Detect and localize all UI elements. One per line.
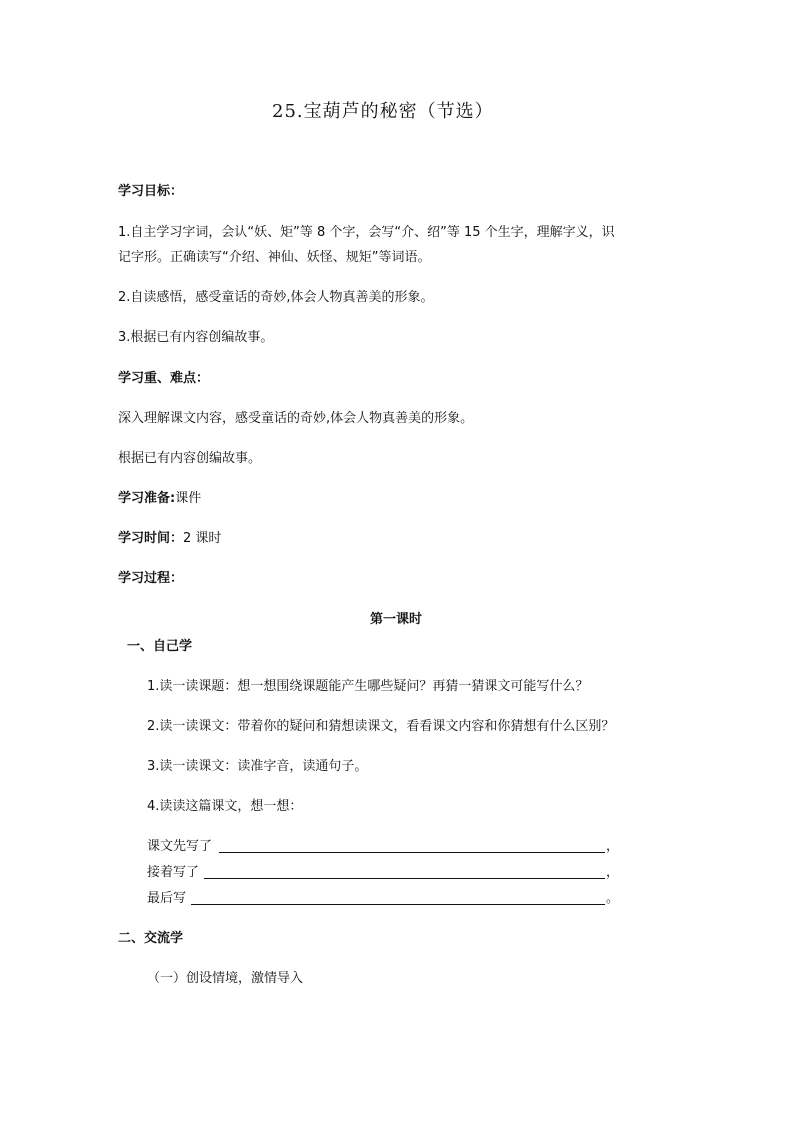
lesson-1-heading: 第一课时: [370, 612, 423, 627]
objective-2: 2.自读感悟，感受童话的奇妙,体会人物真善美的形象。: [118, 290, 434, 305]
duration-label: 学习时间：: [118, 531, 184, 546]
step-1: 1.读一读课题：想一想围绕课题能产生哪些疑问？再猜一猜课文可能写什么？: [147, 679, 589, 694]
fill-in-1-suffix: ，: [606, 839, 620, 854]
preparation-label: 学习准备:: [118, 491, 176, 506]
key-point-2: 根据已有内容创编故事。: [118, 451, 262, 466]
key-point-1: 深入理解课文内容，感受童话的奇妙,体会人物真善美的形象。: [118, 411, 474, 426]
fill-in-2-suffix: ，: [606, 865, 620, 880]
process-heading: 学习过程：: [118, 571, 184, 586]
objective-1-line-2: 记字形。正确读写“介绍、神仙、妖怪、规矩”等词语。: [118, 250, 431, 265]
step-3: 3.读一读课文：读准字音，读通句子。: [147, 759, 368, 774]
fill-in-1-prefix: 课文先写了: [147, 839, 213, 854]
step-4: 4.读读这篇课文，想一想：: [147, 799, 303, 814]
fill-in-row-2: [147, 864, 199, 882]
section-1-heading: 一、自己学: [127, 639, 193, 654]
fill-in-row-3: [147, 890, 186, 908]
fill-in-1-blank[interactable]: [219, 852, 605, 853]
fill-in-2-prefix: 接着写了: [147, 865, 200, 880]
objective-1-line-1: 1.自主学习字词，会认“妖、矩”等 8 个字，会写“介、绍”等 15 个生字，理解字义，识: [118, 225, 615, 240]
duration-line: [118, 530, 221, 548]
fill-in-3-suffix: 。: [606, 891, 620, 906]
fill-in-3-prefix: 最后写: [147, 891, 187, 906]
objective-3: 3.根据已有内容创编故事。: [118, 330, 274, 345]
fill-in-2-blank[interactable]: [204, 878, 605, 879]
key-points-heading: 学习重、难点：: [118, 371, 210, 386]
section-2-sub-1: （一）创设情境，激情导入: [147, 971, 304, 986]
page-title: 25.宝葫芦的秘密（节选）: [272, 101, 494, 122]
fill-in-row-1: [147, 838, 212, 856]
objectives-heading: 学习目标：: [118, 184, 184, 199]
duration-value: 2 课时: [183, 531, 222, 546]
fill-in-3-blank[interactable]: [191, 904, 605, 905]
section-2-heading: 二、交流学: [118, 931, 184, 946]
preparation-value: 课件: [175, 491, 202, 506]
step-2: 2.读一读课文：带着你的疑问和猜想读课文，看看课文内容和你猜想有什么区别？: [147, 719, 615, 734]
preparation-line: [118, 490, 201, 508]
